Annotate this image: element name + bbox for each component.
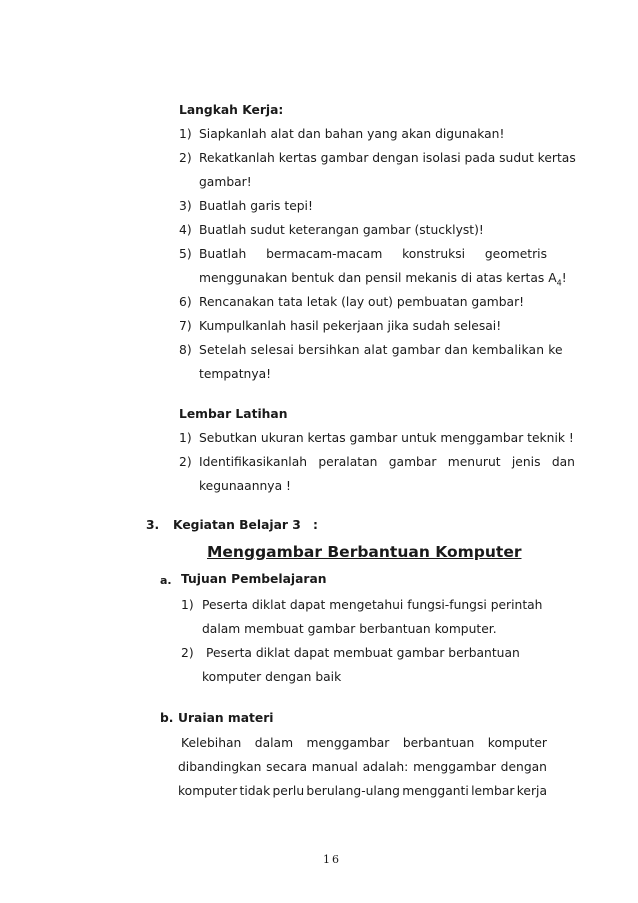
item-number: 1) xyxy=(181,598,194,612)
item-number: 1) xyxy=(179,127,192,141)
section-number: 3. xyxy=(146,518,160,532)
item-text: ! xyxy=(561,271,567,285)
word: dalam xyxy=(254,736,294,750)
paragraph-line xyxy=(181,736,547,750)
word: dibandingkan xyxy=(178,760,262,774)
list-item xyxy=(179,199,313,213)
item-text-continued: tempatnya! xyxy=(199,367,272,381)
item-text: Rencanakan tata letak (lay out) pembuatan gambar! xyxy=(199,295,525,309)
item-text: Kumpulkanlah hasil pekerjaan jika sudah selesai! xyxy=(199,319,502,333)
word: jenis xyxy=(511,455,541,469)
item-text: Buatlah garis tepi! xyxy=(199,199,313,213)
word: mengganti xyxy=(402,784,469,798)
item-text-justified xyxy=(199,247,547,261)
item-text-justified xyxy=(199,455,575,469)
list-item xyxy=(179,319,502,333)
paragraph-line xyxy=(178,784,547,798)
item-number: 5) xyxy=(179,247,192,261)
list-item xyxy=(179,127,505,141)
word: komputer xyxy=(178,784,238,798)
item-text-continued: komputer dengan baik xyxy=(202,670,342,684)
item-number: 2) xyxy=(179,455,192,469)
item-text-continued: kegunaannya ! xyxy=(199,479,291,493)
item-text: menggunakan bentuk dan pensil mekanis di atas kertas A xyxy=(199,271,557,285)
item-text-justified xyxy=(199,343,563,357)
list-item xyxy=(179,151,576,165)
list-item xyxy=(179,247,192,261)
list-item xyxy=(179,343,192,357)
word: dan xyxy=(551,455,575,469)
word: bermacam-macam xyxy=(266,247,383,261)
item-text: Sebutkan ukuran kertas gambar untuk menggambar teknik ! xyxy=(199,431,574,445)
item-number: 4) xyxy=(179,223,192,237)
item-number: 7) xyxy=(179,319,192,333)
item-text: Rekatkanlah kertas gambar dengan isolasi pada sudut kertas xyxy=(199,151,576,165)
word: Buatlah xyxy=(199,247,247,261)
word: konstruksi xyxy=(402,247,466,261)
item-number: 1) xyxy=(179,431,192,445)
word: tidak xyxy=(239,784,271,798)
item-text: Peserta diklat dapat mengetahui fungsi-fungsi perintah xyxy=(202,598,543,612)
word: menggambar xyxy=(413,760,496,774)
section-title: Menggambar Berbantuan Komputer xyxy=(207,543,522,561)
section-colon: : xyxy=(313,518,318,532)
uraian-heading: Uraian materi xyxy=(178,711,274,725)
langkah-heading: Langkah Kerja: xyxy=(179,103,284,117)
list-item xyxy=(179,223,484,237)
word: gambar xyxy=(388,455,437,469)
list-item xyxy=(179,455,192,469)
word: lembar xyxy=(471,784,515,798)
subscript: 4 xyxy=(556,278,562,288)
list-item xyxy=(179,295,525,309)
word: Identifikasikanlah xyxy=(199,455,308,469)
item-text-continued: dalam membuat gambar berbantuan komputer. xyxy=(202,622,497,636)
page-number: 16 xyxy=(323,853,341,866)
word: menggambar xyxy=(306,736,390,750)
item-text: Setelah selesai bersihkan alat gambar dan kembalikan ke xyxy=(199,343,563,357)
item-number: 6) xyxy=(179,295,192,309)
word: perlu xyxy=(272,784,305,798)
word: manual xyxy=(311,760,358,774)
list-item xyxy=(179,431,574,445)
item-text-continued xyxy=(199,271,567,287)
list-item xyxy=(181,598,543,612)
subsection-letter: a. xyxy=(160,574,172,587)
item-number: 2) xyxy=(179,151,192,165)
tujuan-heading: Tujuan Pembelajaran xyxy=(181,572,327,586)
word: komputer xyxy=(487,736,547,750)
item-text: Buatlah sudut keterangan gambar (stucklyst)! xyxy=(199,223,484,237)
item-text: Peserta diklat dapat membuat gambar berbantuan xyxy=(206,646,520,660)
item-number: 3) xyxy=(179,199,192,213)
item-number: 8) xyxy=(179,343,192,357)
word: peralatan xyxy=(318,455,378,469)
latihan-heading: Lembar Latihan xyxy=(179,407,288,421)
subsection-letter: b. xyxy=(160,711,174,725)
word: secara xyxy=(266,760,308,774)
item-text: Siapkanlah alat dan bahan yang akan digunakan! xyxy=(199,127,505,141)
word: Kelebihan xyxy=(181,736,242,750)
word: kerja xyxy=(516,784,547,798)
paragraph-line xyxy=(178,760,547,774)
word: dengan xyxy=(500,760,547,774)
list-item xyxy=(181,646,520,660)
word: menurut xyxy=(447,455,501,469)
word: berulang-ulang xyxy=(306,784,400,798)
word: berbantuan xyxy=(402,736,475,750)
word: geometris xyxy=(484,247,547,261)
word: adalah: xyxy=(362,760,409,774)
section-label: Kegiatan Belajar 3 xyxy=(173,518,301,532)
item-text-continued: gambar! xyxy=(199,175,252,189)
item-number: 2) xyxy=(181,646,194,660)
